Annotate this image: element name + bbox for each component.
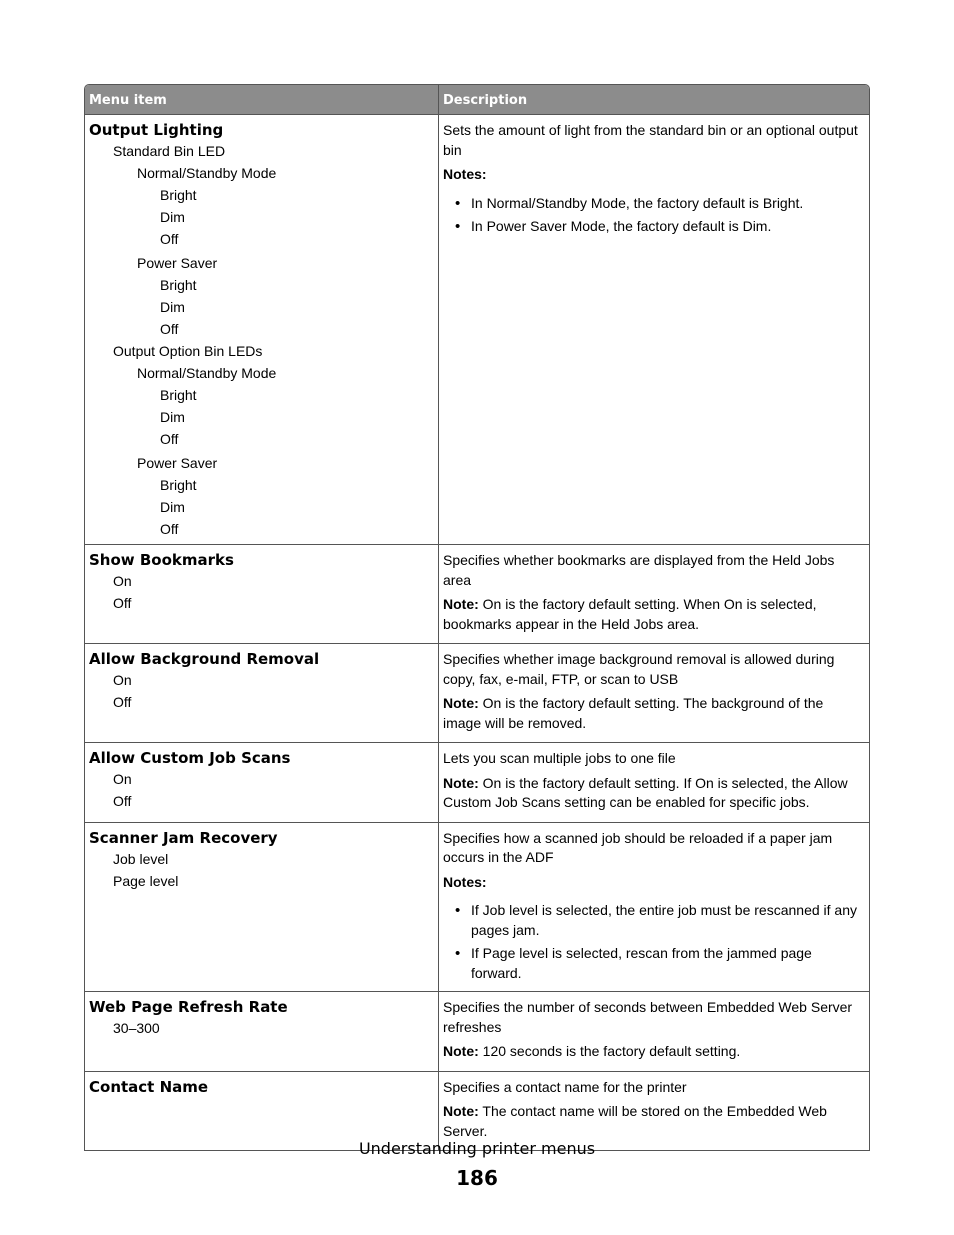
- menu-option: On: [113, 573, 132, 589]
- menu-option: Off: [160, 431, 179, 447]
- menu-option: Off: [160, 321, 179, 337]
- note-text: On is the factory default setting. When On is selected, bookmarks appear in the Held Jobs area.: [443, 596, 817, 632]
- note-bullet: • In Normal/Standby Mode, the factory default is Bright.: [443, 194, 865, 214]
- menu-option: Off: [113, 793, 132, 809]
- menu-item-cell: [85, 992, 439, 1071]
- menu-option: Power Saver: [137, 455, 218, 471]
- menu-option: On: [113, 672, 132, 688]
- menu-option: Page level: [113, 872, 179, 889]
- menu-option: On: [113, 771, 132, 787]
- menu-option: Bright: [160, 387, 197, 403]
- menu-option: Bright: [160, 187, 197, 203]
- note-text: The contact name will be stored on the Embedded Web Server.: [443, 1103, 827, 1139]
- description-text: Specifies whether bookmarks are displayed from the Held Jobs area: [443, 552, 835, 588]
- menu-item-title: Contact Name: [89, 1077, 209, 1096]
- menu-option: Off: [113, 694, 132, 710]
- notes-list: [443, 194, 865, 237]
- menu-item-title: Output Lighting: [89, 121, 224, 139]
- menu-option: Power Saver: [137, 255, 218, 271]
- description-cell: [439, 743, 869, 822]
- note-label: Note:: [443, 1103, 479, 1119]
- description-cell: [439, 992, 869, 1071]
- description-text: Specifies the number of seconds between Embedded Web Server refreshes: [443, 999, 853, 1035]
- table-row: [85, 545, 869, 644]
- menu-option: Normal/Standby Mode: [137, 165, 277, 181]
- menu-item-cell: [85, 823, 439, 992]
- description-cell: [439, 545, 869, 643]
- menu-option: Job level: [113, 850, 169, 867]
- table-row: [85, 644, 869, 743]
- table-header: [85, 85, 869, 115]
- note-bullet: • If Job level is selected, the entire job must be rescanned if any pages jam.: [443, 901, 865, 940]
- description-text: Sets the amount of light from the standard bin or an optional output bin: [443, 122, 858, 158]
- description-text: Specifies whether image background removal is allowed during copy, fax, e-mail, FTP, or scan to USB: [443, 651, 835, 687]
- note-text: On is the factory default setting. If On is selected, the Allow Custom Job Scans setting can be enabled for specific jobs.: [443, 774, 848, 810]
- description-cell: [439, 644, 869, 742]
- note-text: 120 seconds is the factory default setting.: [478, 1043, 741, 1059]
- table-row: [85, 743, 869, 823]
- note-paragraph: [443, 595, 865, 634]
- menu-item-cell: [85, 115, 439, 544]
- menu-item-title: Allow Custom Job Scans: [89, 749, 291, 767]
- menu-option: Bright: [160, 277, 197, 293]
- menu-option: Standard Bin LED: [113, 143, 226, 159]
- menu-item-title: Web Page Refresh Rate: [89, 998, 288, 1016]
- menu-option: Off: [160, 231, 179, 247]
- note-bullet: • In Power Saver Mode, the factory default is Dim.: [443, 217, 865, 237]
- description-text: Specifies how a scanned job should be reloaded if a paper jam occurs in the ADF: [443, 829, 833, 865]
- table-row: [85, 992, 869, 1072]
- menu-option: Dim: [160, 299, 185, 315]
- note-label: Note:: [443, 596, 479, 612]
- menu-item-title: Show Bookmarks: [89, 551, 234, 569]
- note-paragraph: [443, 694, 865, 733]
- description-text: Specifies a contact name for the printer: [443, 1078, 687, 1095]
- notes-heading: Notes:: [443, 873, 487, 890]
- description-cell: [439, 823, 869, 992]
- menu-option: Off: [113, 595, 132, 611]
- note-paragraph: [443, 1102, 865, 1141]
- menu-item-cell: [85, 545, 439, 643]
- menu-option: Output Option Bin LEDs: [113, 343, 263, 359]
- menu-item-title: Allow Background Removal: [89, 650, 320, 668]
- menu-item-title: Scanner Jam Recovery: [89, 828, 278, 847]
- note-paragraph: [443, 774, 865, 813]
- header-description: Description: [443, 93, 528, 108]
- menu-option: Off: [160, 521, 179, 537]
- menu-table: [84, 84, 870, 1151]
- page-number: 186: [456, 1166, 498, 1190]
- table-row: [85, 115, 869, 545]
- description-text: Lets you scan multiple jobs to one file: [443, 750, 676, 766]
- table-row: [85, 823, 869, 993]
- menu-option: Dim: [160, 209, 185, 225]
- description-cell: [439, 115, 869, 544]
- menu-item-cell: [85, 743, 439, 822]
- menu-item-cell: [85, 644, 439, 742]
- menu-option: Bright: [160, 477, 197, 493]
- note-label: Note:: [443, 774, 479, 791]
- note-paragraph: [443, 1042, 865, 1062]
- note-text: On is the factory default setting. The background of the image will be removed.: [443, 695, 824, 731]
- notes-list: [443, 901, 865, 983]
- note-bullet: • If Page level is selected, rescan from the jammed page forward.: [443, 944, 865, 983]
- menu-option: Normal/Standby Mode: [137, 365, 277, 381]
- header-menu-item: Menu item: [85, 85, 439, 114]
- menu-option: Dim: [160, 499, 185, 515]
- notes-heading: Notes:: [443, 166, 487, 182]
- note-label: Note:: [443, 1043, 479, 1059]
- footer-section-title: Understanding printer menus: [358, 1139, 596, 1158]
- note-label: Note:: [443, 695, 479, 711]
- menu-option: Dim: [160, 409, 185, 425]
- menu-option: 30–300: [113, 1020, 160, 1036]
